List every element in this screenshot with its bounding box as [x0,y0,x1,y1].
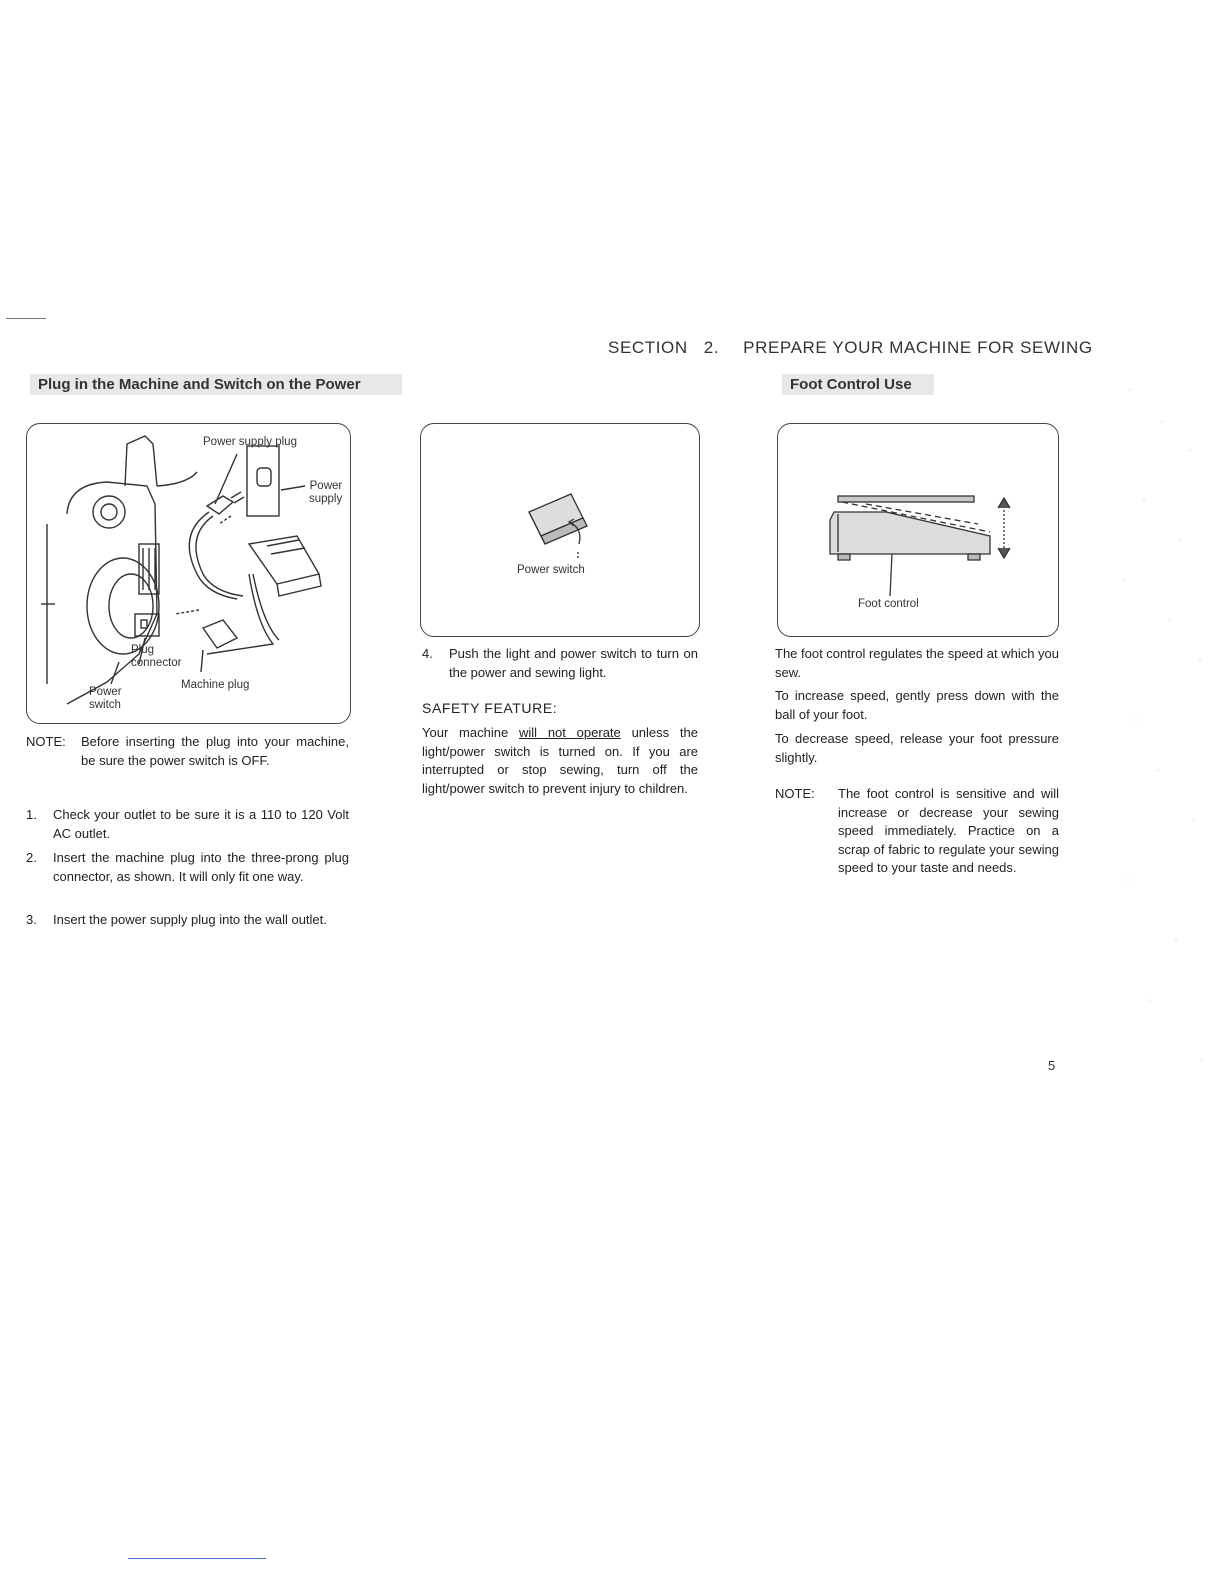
right-heading: Foot Control Use [782,374,934,395]
safety-text: Your machine will not operate unless the light/power switch is turned on. If you are interrupted or stop sewing, turn off the light/power switch to prevent injury to children. [422,725,698,796]
section-label: SECTION [608,338,688,357]
left-note-text: Before inserting the plug into your machine, be sure the power switch is OFF. [81,734,349,768]
label-machine-plug: Machine plug [181,679,250,691]
power-switch-figure-panel [420,423,700,637]
foot-control-figure-panel [777,423,1059,637]
label-power-switch: Power switch [89,686,122,711]
plug-figure-panel [26,423,351,724]
label-power-switch-mid: Power switch [517,564,585,576]
safety-heading: SAFETY FEATURE: [422,700,558,716]
label-foot-control: Foot control [858,598,919,610]
section-number: 2. [703,338,720,357]
right-para-3: To decrease speed, release your foot pressure slightly. [775,731,1059,765]
right-note-label: NOTE: [775,786,815,801]
power-switch-illustration [421,424,699,636]
section-title: PREPARE YOUR MACHINE FOR SEWING [743,338,1093,357]
label-power-supply: Power supply [309,480,343,505]
corner-rule [6,318,46,319]
label-plug-connector: Plug connector [131,644,182,669]
left-note-label: NOTE: [26,734,66,749]
section-header [608,338,1093,358]
safety-underlined: will not operate [518,725,621,740]
right-para-1: The foot control regulates the speed at which you sew. [775,646,1060,680]
right-para-2: To increase speed, gently press down with the ball of your foot. [775,688,1059,722]
scan-speckle [1110,360,1220,1120]
left-heading: Plug in the Machine and Switch on the Power [30,374,402,395]
right-note-text: The foot control is sensitive and will increase or decrease your sewing speed immediately. Practice on a scrap of fabric to regulate your sewing speed to your taste and needs. [838,786,1059,875]
label-power-supply-plug: Power supply plug [203,436,297,448]
bottom-rule [128,1558,266,1559]
page-number: 5 [1048,1058,1056,1073]
